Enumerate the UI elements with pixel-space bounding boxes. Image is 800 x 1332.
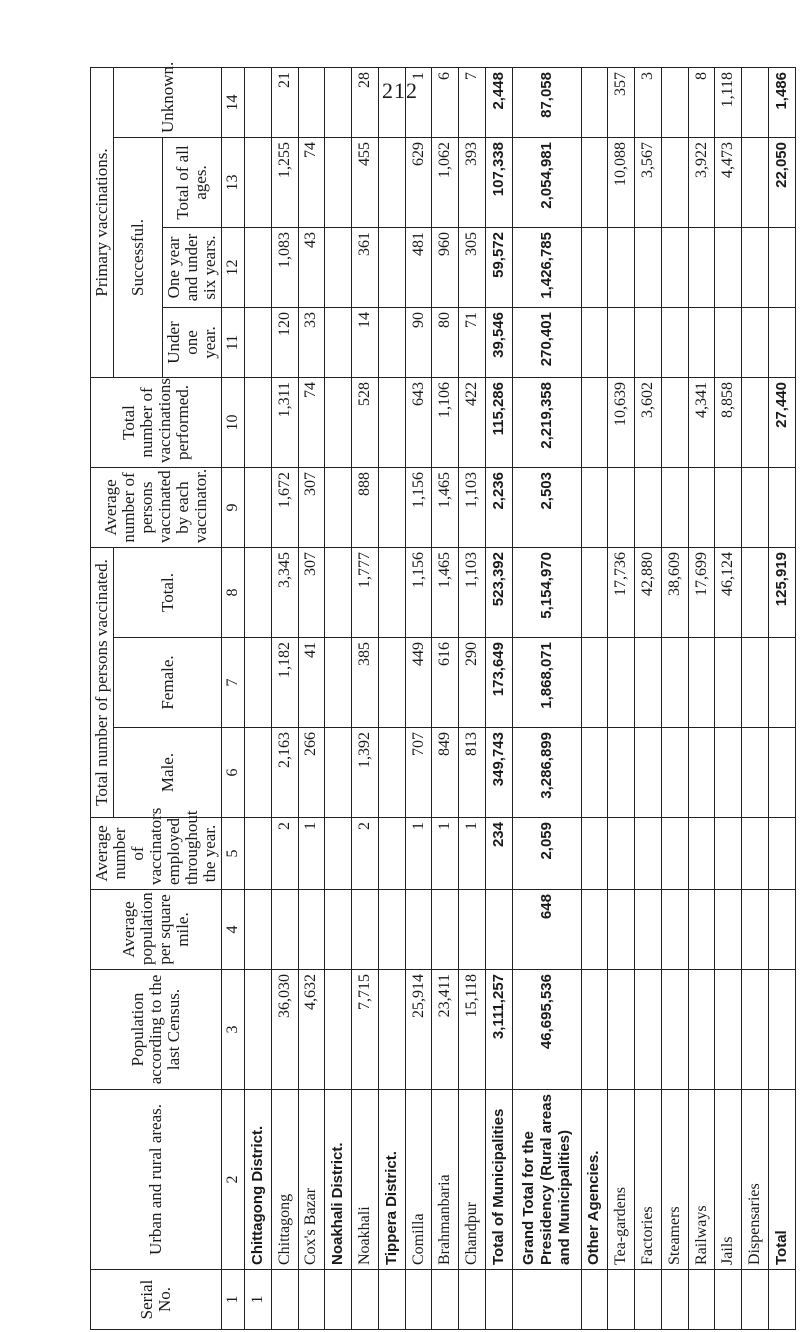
district-heading: Tippera District. (378, 1090, 405, 1270)
table-row (298, 68, 325, 1330)
avg-per-cell: 307 (298, 468, 325, 548)
row-label: Total of Municipalities (486, 1090, 513, 1270)
total-cell: 42,880 (635, 548, 662, 638)
population-cell: 36,030 (271, 970, 298, 1090)
col-num: 2 (222, 1090, 245, 1270)
row-label: Tea-gardens (608, 1090, 635, 1270)
unknown-cell: 87,058 (512, 68, 581, 138)
avg-pop-cell (271, 890, 298, 970)
agencies-total-row (769, 68, 796, 1330)
total-ops-cell: 422 (459, 378, 486, 468)
under-one-cell: 14 (352, 308, 379, 378)
total-cell: 523,392 (486, 548, 513, 638)
all-ages-cell (661, 138, 688, 228)
row-label: Jails (715, 1090, 742, 1270)
all-ages-cell: 74 (298, 138, 325, 228)
district-heading-row (245, 68, 272, 1330)
total-ops-cell: 10,639 (608, 378, 635, 468)
agencies-heading-row (581, 68, 608, 1330)
female-cell: 173,649 (486, 638, 513, 728)
table-row (608, 68, 635, 1330)
one-to-six-header: One year and under six years. (163, 228, 222, 308)
under-one-cell: 71 (459, 308, 486, 378)
avg-vacc-cell: 1 (459, 818, 486, 890)
population-cell: 25,914 (405, 970, 432, 1090)
all-ages-cell: 393 (459, 138, 486, 228)
total-operations-header: Total number of vaccinations performed. (91, 378, 222, 468)
under-one-cell: 90 (405, 308, 432, 378)
total-ops-cell: 3,602 (635, 378, 662, 468)
all-ages-cell: 22,050 (769, 138, 796, 228)
total-cell: 46,124 (715, 548, 742, 638)
district-heading: Chittagong District. (245, 1090, 272, 1270)
district-heading-row (378, 68, 405, 1330)
population-cell: 7,715 (352, 970, 379, 1090)
col-num: 6 (222, 728, 245, 818)
one-six-cell: 361 (352, 228, 379, 308)
avg-per-cell: 1,465 (432, 468, 459, 548)
avg-pop-cell (432, 890, 459, 970)
col-num: 1 (222, 1270, 245, 1330)
female-cell: 290 (459, 638, 486, 728)
unknown-cell: 1 (405, 68, 432, 138)
row-label: Steamers (661, 1090, 688, 1270)
col-num: 4 (222, 890, 245, 970)
all-ages-cell: 3,922 (688, 138, 715, 228)
all-ages-cell: 107,338 (486, 138, 513, 228)
total-cell: 17,699 (688, 548, 715, 638)
row-label: Total (769, 1090, 796, 1270)
table-row (635, 68, 662, 1330)
row-label: Brahmanbaria (432, 1090, 459, 1270)
all-ages-cell: 3,567 (635, 138, 662, 228)
under-one-cell: 270,401 (512, 308, 581, 378)
avg-per-cell: 2,236 (486, 468, 513, 548)
table-row (715, 68, 742, 1330)
total-cell: 1,103 (459, 548, 486, 638)
male-cell: 707 (405, 728, 432, 818)
row-label: Chandpur (459, 1090, 486, 1270)
under-one-cell: 39,546 (486, 308, 513, 378)
total-cell: 17,736 (608, 548, 635, 638)
female-cell: 41 (298, 638, 325, 728)
avg-vacc-cell: 1 (405, 818, 432, 890)
all-ages-cell: 455 (352, 138, 379, 228)
population-cell: 23,411 (432, 970, 459, 1090)
avg-per-cell: 1,103 (459, 468, 486, 548)
all-ages-cell: 1,062 (432, 138, 459, 228)
row-label: Factories (635, 1090, 662, 1270)
avg-per-cell: 1,156 (405, 468, 432, 548)
total-persons-header: Total number of persons vaccinated. (91, 548, 114, 818)
total-ops-cell: 4,341 (688, 378, 715, 468)
col-num: 7 (222, 638, 245, 728)
total-cell: 5,154,970 (512, 548, 581, 638)
agencies-heading: Other Agencies. (581, 1090, 608, 1270)
total-ops-cell: 8,858 (715, 378, 742, 468)
total-cell: 307 (298, 548, 325, 638)
row-label: Comilla (405, 1090, 432, 1270)
total-ops-cell: 27,440 (769, 378, 796, 468)
one-six-cell: 960 (432, 228, 459, 308)
male-cell: 266 (298, 728, 325, 818)
male-cell: 3,286,899 (512, 728, 581, 818)
avg-population-header: Average population per square mile. (91, 890, 222, 970)
population-cell: 3,111,257 (486, 970, 513, 1090)
total-ops-cell: 528 (352, 378, 379, 468)
table-row (661, 68, 688, 1330)
all-ages-cell (742, 138, 769, 228)
unknown-cell: 1,118 (715, 68, 742, 138)
population-cell: 46,695,536 (512, 970, 581, 1090)
all-ages-cell: 2,054,981 (512, 138, 581, 228)
grand-total-row (512, 68, 581, 1330)
female-cell: 1,182 (271, 638, 298, 728)
total-cell: 1,156 (405, 548, 432, 638)
row-label: Dispensaries (742, 1090, 769, 1270)
successful-header: Successful. (114, 138, 163, 378)
district-heading: Noakhali District. (325, 1090, 352, 1270)
avg-pop-cell (298, 890, 325, 970)
total-cell: 125,919 (769, 548, 796, 638)
unknown-cell (298, 68, 325, 138)
under-one-header: Under one year. (163, 308, 222, 378)
col-num: 11 (222, 308, 245, 378)
col-num: 3 (222, 970, 245, 1090)
table-row (688, 68, 715, 1330)
total-header: Total. (114, 548, 222, 638)
serial-cell: 1 (245, 1270, 272, 1330)
row-label: Grand Total for the Presidency (Rural areas and Municipalities) (512, 1090, 581, 1270)
col-num: 10 (222, 378, 245, 468)
one-six-cell: 481 (405, 228, 432, 308)
avg-vacc-cell: 2 (271, 818, 298, 890)
row-label: Noakhali (352, 1090, 379, 1270)
avg-vacc-cell: 1 (298, 818, 325, 890)
district-heading-row (325, 68, 352, 1330)
col-num: 5 (222, 818, 245, 890)
row-label: Cox's Bazar (298, 1090, 325, 1270)
female-cell: 616 (432, 638, 459, 728)
all-ages-cell: 4,473 (715, 138, 742, 228)
one-six-cell: 43 (298, 228, 325, 308)
table-row (271, 68, 298, 1330)
male-cell: 849 (432, 728, 459, 818)
one-six-cell: 59,572 (486, 228, 513, 308)
one-six-cell: 1,426,785 (512, 228, 581, 308)
avg-per-vaccinator-header: Average number of persons vaccinated by each vaccinator. (91, 468, 222, 548)
population-header: Population according to the last Census. (91, 970, 222, 1090)
avg-pop-cell (405, 890, 432, 970)
one-six-cell: 1,083 (271, 228, 298, 308)
col-num: 13 (222, 138, 245, 228)
urban-rural-header: Urban and rural areas. (91, 1090, 222, 1270)
all-ages-cell: 1,255 (271, 138, 298, 228)
unknown-cell: 28 (352, 68, 379, 138)
col-num: 14 (222, 68, 245, 138)
under-one-cell: 120 (271, 308, 298, 378)
vaccination-table (90, 61, 796, 1330)
avg-per-cell: 888 (352, 468, 379, 548)
avg-vacc-cell: 234 (486, 818, 513, 890)
col-num: 12 (222, 228, 245, 308)
total-row (486, 68, 513, 1330)
unknown-cell: 357 (608, 68, 635, 138)
female-cell: 449 (405, 638, 432, 728)
female-cell: 385 (352, 638, 379, 728)
avg-vacc-cell: 2,059 (512, 818, 581, 890)
table-row (432, 68, 459, 1330)
avg-vacc-cell: 1 (432, 818, 459, 890)
total-ops-cell: 115,286 (486, 378, 513, 468)
primary-header: Primary vaccinations. (91, 68, 114, 378)
male-header: Male. (114, 728, 222, 818)
total-ops-cell: 2,219,358 (512, 378, 581, 468)
total-cell: 38,609 (661, 548, 688, 638)
avg-pop-cell: 648 (512, 890, 581, 970)
unknown-cell (661, 68, 688, 138)
col-num: 8 (222, 548, 245, 638)
female-cell: 1,868,071 (512, 638, 581, 728)
row-label: Railways (688, 1090, 715, 1270)
avg-pop-cell (486, 890, 513, 970)
unknown-cell: 8 (688, 68, 715, 138)
all-ages-header: Total of all ages. (163, 138, 222, 228)
table-row (405, 68, 432, 1330)
total-cell: 1,465 (432, 548, 459, 638)
total-ops-cell (661, 378, 688, 468)
table-row (352, 68, 379, 1330)
page-number: 212 (382, 78, 418, 103)
unknown-cell: 2,448 (486, 68, 513, 138)
total-ops-cell: 74 (298, 378, 325, 468)
all-ages-cell: 10,088 (608, 138, 635, 228)
row-label: Chittagong (271, 1090, 298, 1270)
population-cell: 4,632 (298, 970, 325, 1090)
male-cell: 813 (459, 728, 486, 818)
table-row (742, 68, 769, 1330)
avg-per-cell: 2,503 (512, 468, 581, 548)
total-ops-cell (742, 378, 769, 468)
total-cell: 3,345 (271, 548, 298, 638)
under-one-cell: 80 (432, 308, 459, 378)
avg-per-cell: 1,672 (271, 468, 298, 548)
rotated-table (90, 61, 790, 1330)
avg-pop-cell (352, 890, 379, 970)
total-cell (742, 548, 769, 638)
unknown-cell: 21 (271, 68, 298, 138)
col-num: 9 (222, 468, 245, 548)
male-cell: 349,743 (486, 728, 513, 818)
avg-vaccinators-header: Average number of vaccinators employed throughout the year. (91, 818, 222, 890)
male-cell: 2,163 (271, 728, 298, 818)
all-ages-cell: 629 (405, 138, 432, 228)
total-cell: 1,777 (352, 548, 379, 638)
male-cell: 1,392 (352, 728, 379, 818)
population-cell: 15,118 (459, 970, 486, 1090)
table-row (459, 68, 486, 1330)
unknown-header: Unknown. (114, 68, 222, 138)
unknown-cell: 3 (635, 68, 662, 138)
total-ops-cell: 1,106 (432, 378, 459, 468)
one-six-cell: 305 (459, 228, 486, 308)
female-header: Female. (114, 638, 222, 728)
serial-no-header: Serial No. (91, 1270, 222, 1330)
unknown-cell: 6 (432, 68, 459, 138)
avg-pop-cell (459, 890, 486, 970)
rotated-table-frame (90, 61, 790, 1330)
unknown-cell: 1,486 (769, 68, 796, 138)
total-ops-cell: 643 (405, 378, 432, 468)
avg-vacc-cell: 2 (352, 818, 379, 890)
under-one-cell: 33 (298, 308, 325, 378)
unknown-cell: 7 (459, 68, 486, 138)
unknown-cell (742, 68, 769, 138)
column-number-row (222, 68, 245, 1330)
total-ops-cell: 1,311 (271, 378, 298, 468)
